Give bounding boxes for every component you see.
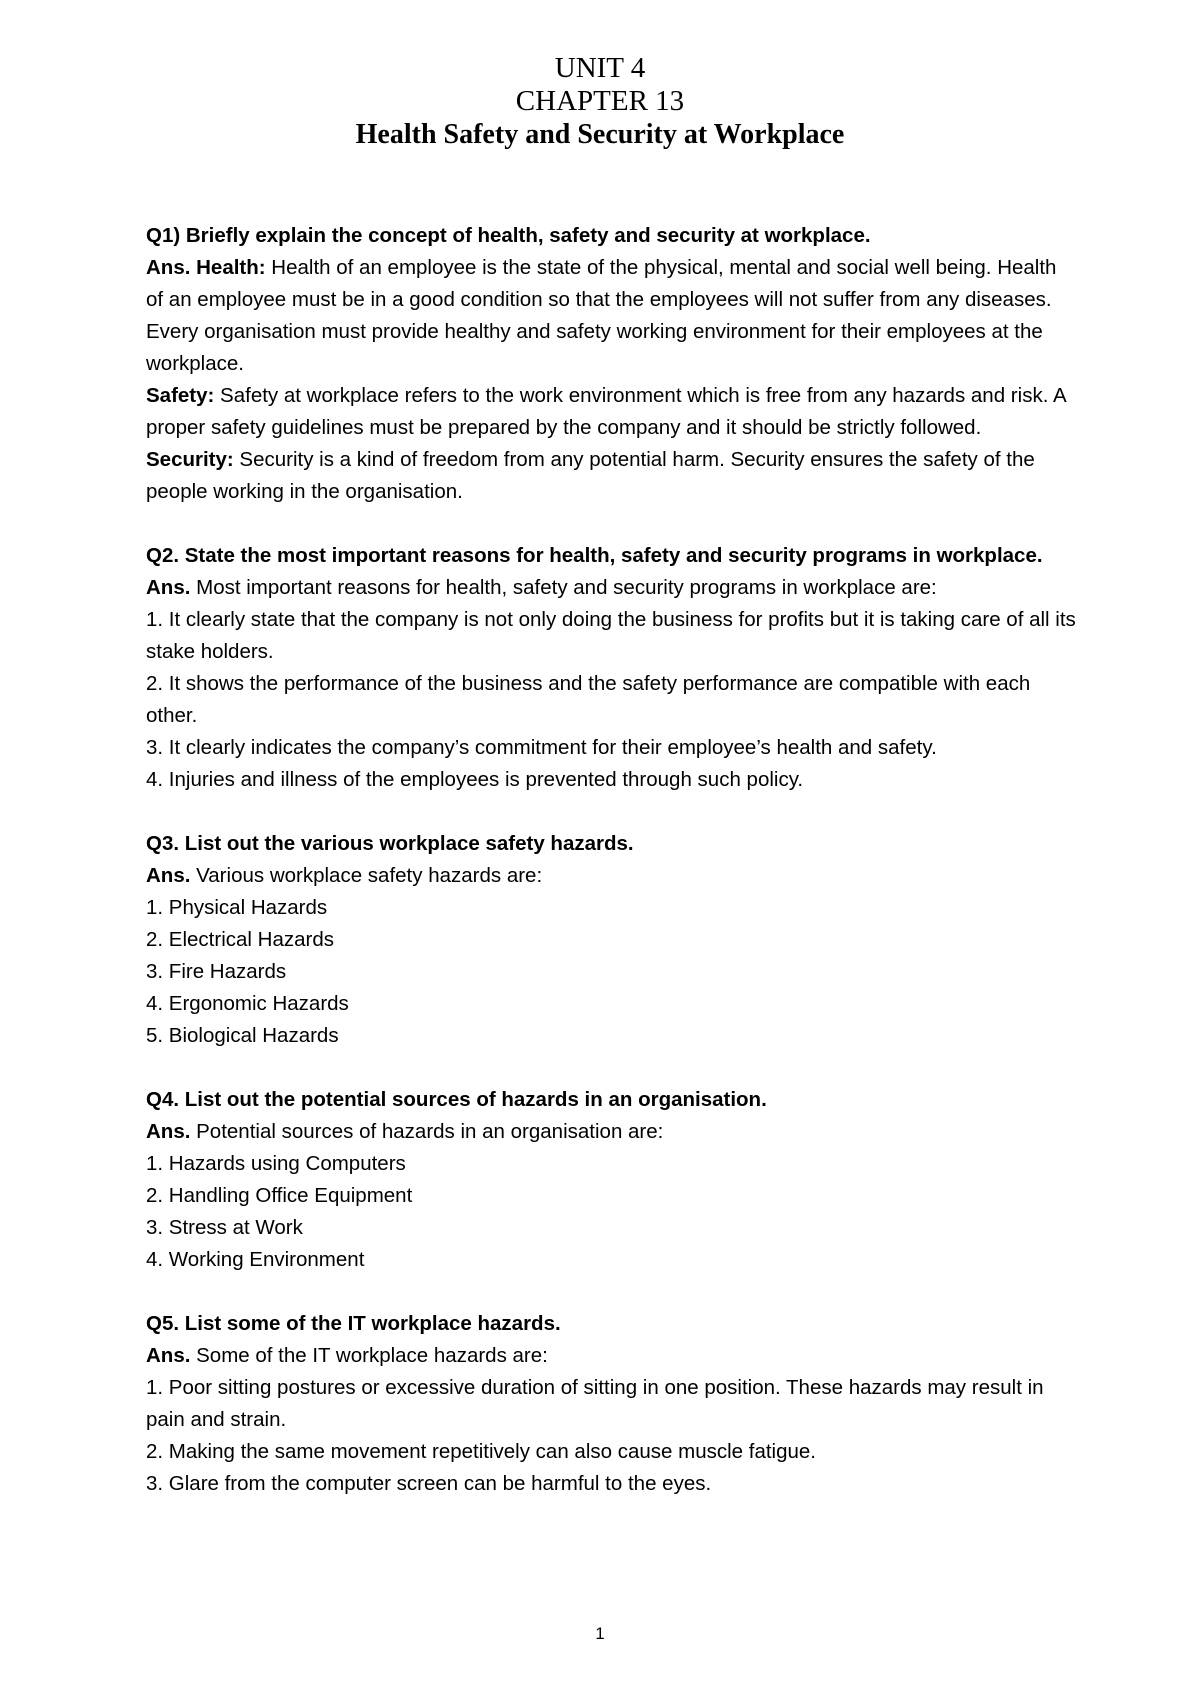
unit-heading: UNIT 4 [554,52,646,84]
question-3: Q3. List out the various workplace safety hazards. [146,832,634,855]
answer-health [146,252,1076,380]
answer-safety [146,380,1076,444]
list-item: 4. Injuries and illness of the employees is prevented through such policy. [146,768,804,791]
question-2: Q2. State the most important reasons for health, safety and security programs in workplace. [146,544,1043,567]
chapter-heading: CHAPTER 13 [515,85,685,117]
chapter-title: Health Safety and Security at Workplace [355,119,845,150]
list-item: 4. Ergonomic Hazards [146,992,349,1015]
list-item: 3. Fire Hazards [146,960,287,983]
document-body [146,220,1076,1532]
list-item: 1. Physical Hazards [146,896,328,919]
answer-5-intro-text: Some of the IT workplace hazards are: [190,1344,548,1367]
question-1: Q1) Briefly explain the concept of health, safety and security at workplace. [146,224,871,247]
list-item: 2. Electrical Hazards [146,928,334,951]
answer-3-intro-text: Various workplace safety hazards are: [190,864,543,887]
question-block-4 [146,1084,1076,1276]
answer-label: Ans. [146,864,191,887]
answer-3-intro [146,860,1076,892]
answer-safety-label: Safety: [146,384,215,407]
list-item: 3. Glare from the computer screen can be harmful to the eyes. [146,1472,712,1495]
question-block-1 [146,220,1076,508]
question-5: Q5. List some of the IT workplace hazards. [146,1312,561,1335]
answer-safety-text: Safety at workplace refers to the work environment which is free from any hazards and risk. A proper safety guidelines must be prepared by the company and it should be strictly followed. [146,384,1066,439]
list-item: 3. It clearly indicates the company’s commitment for their employee’s health and safety. [146,736,937,759]
answer-2-intro-text: Most important reasons for health, safety and security programs in workplace are: [190,576,937,599]
list-item: 2. Making the same movement repetitively can also cause muscle fatigue. [146,1440,816,1463]
list-item: 1. Poor sitting postures or excessive duration of sitting in one position. These hazards may result in pain and strain. [146,1376,1044,1431]
question-block-3 [146,828,1076,1052]
answer-4-intro-text: Potential sources of hazards in an organisation are: [190,1120,664,1143]
answer-health-text: Health of an employee is the state of the physical, mental and social well being. Health of an employee must be in a good condition so that the employees will not suffer from any diseases. Every organisation must provide healthy and safety working environment for their employees at the workplace. [146,256,1057,375]
list-item: 1. Hazards using Computers [146,1152,406,1175]
page-number: 1 [595,1624,605,1643]
answer-4-intro [146,1116,1076,1148]
answer-label: Ans. [146,1120,191,1143]
answer-label: Ans. [146,1344,191,1367]
list-item: 4. Working Environment [146,1248,365,1271]
document-header [0,52,1200,151]
list-item: 1. It clearly state that the company is not only doing the business for profits but it is taking care of all its stake holders. [146,608,1076,663]
list-item: 3. Stress at Work [146,1216,303,1239]
list-item: 2. Handling Office Equipment [146,1184,413,1207]
answer-security-label: Security: [146,448,234,471]
answer-2-intro [146,572,1076,604]
question-4: Q4. List out the potential sources of hazards in an organisation. [146,1088,767,1111]
answer-5-intro [146,1340,1076,1372]
question-block-5 [146,1308,1076,1500]
answer-security-text: Security is a kind of freedom from any potential harm. Security ensures the safety of the people working in the organisation. [146,448,1035,503]
answer-label: Ans. [146,576,191,599]
list-item: 2. It shows the performance of the business and the safety performance are compatible with each other. [146,672,1031,727]
answer-health-label: Ans. Health: [146,256,266,279]
answer-security [146,444,1076,508]
list-item: 5. Biological Hazards [146,1024,339,1047]
question-block-2 [146,540,1076,796]
